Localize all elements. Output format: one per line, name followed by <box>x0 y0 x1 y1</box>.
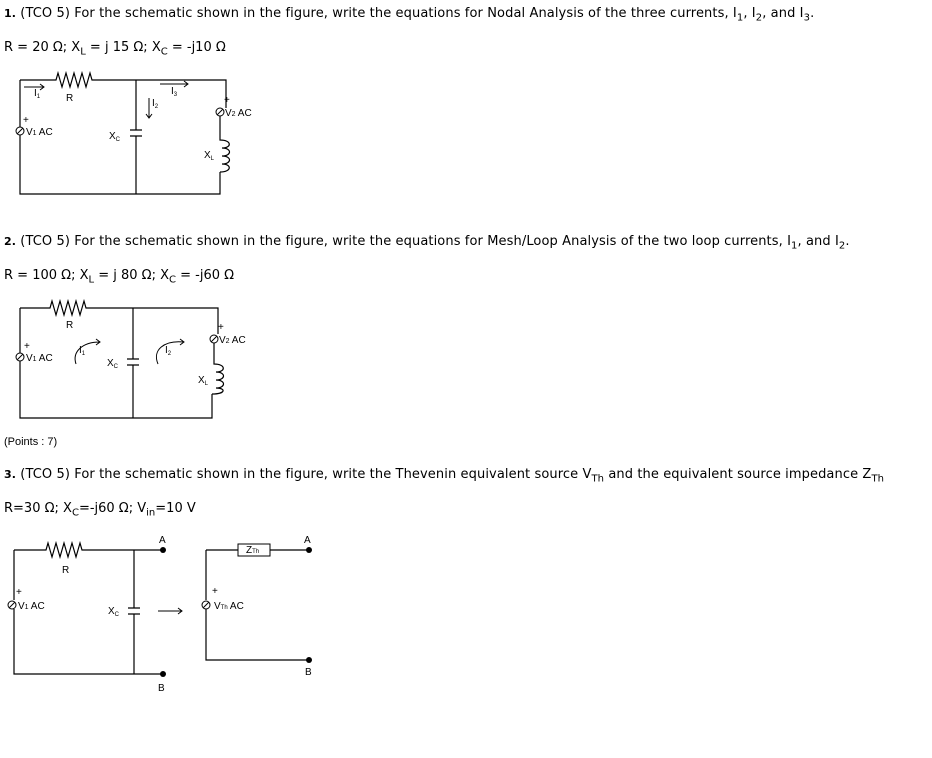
capacitor-xc-icon <box>130 80 142 194</box>
plus-sign: + <box>23 115 29 126</box>
terminal-b-label: B <box>158 683 165 694</box>
xc-label: $X_C$ <box>109 131 121 143</box>
terminal-b-dot <box>306 657 312 663</box>
v2-label: V2 AC <box>225 108 252 119</box>
question-number: 3. <box>4 468 17 481</box>
terminal-a-dot <box>160 547 166 553</box>
i2-label: $I_2$ <box>152 98 159 110</box>
terminal-a-label: A <box>304 535 311 546</box>
i1-label: $I_1$ <box>34 88 41 100</box>
resistor-label: R <box>66 93 74 104</box>
terminal-a-dot <box>306 547 312 553</box>
circuit-3 <box>8 535 312 694</box>
i3-label: $I_3$ <box>171 86 178 98</box>
i2-label: $I_2$ <box>165 345 172 357</box>
zth-label: ZTh <box>246 545 260 556</box>
capacitor-xc-icon <box>127 308 139 418</box>
plus-sign: + <box>24 341 30 352</box>
xl-label: $X_L$ <box>198 375 209 387</box>
resistor-label: R <box>62 565 70 576</box>
terminal-b-dot <box>160 671 166 677</box>
question-2-parameters: R = 100 Ω; $X_L = j$ 80 Ω; $X_C = -j60$ Ω <box>4 268 235 286</box>
terminal-a-label: A <box>159 535 166 546</box>
circuit-2 <box>16 301 246 418</box>
inductor-xl-icon <box>212 343 224 394</box>
xl-label: $X_L$ <box>204 150 215 162</box>
inductor-xl-icon <box>220 116 230 172</box>
plus-sign: + <box>218 322 224 333</box>
equivalent-arrow-icon <box>158 608 182 614</box>
xc-label: $X_C$ <box>108 606 120 618</box>
points-label: (Points : 7) <box>4 436 58 448</box>
question-number: 2. <box>4 235 17 248</box>
vth-label: VTh AC <box>214 601 244 612</box>
question-1-parameters: R = 20 Ω; $X_L = j$ 15 Ω; $X_C = -j10$ Ω <box>4 40 226 58</box>
v1-label: V1 AC <box>26 127 53 138</box>
circuit-1 <box>16 73 252 194</box>
question-1-text: 1. (TCO 5) For the schematic shown in the figure, write the equations for Nodal Analysis of the three currents, $I_1$, $I_2$, and $I_3$. <box>4 6 815 24</box>
question-number: 1. <box>4 7 17 20</box>
plus-sign: + <box>212 586 218 597</box>
plus-sign: + <box>16 587 22 598</box>
i1-label: $I_1$ <box>79 345 86 357</box>
terminal-b-label: B <box>305 667 312 678</box>
wire-top-with-resistor <box>20 73 226 95</box>
v1-label: V1 AC <box>18 601 45 612</box>
v1-label: V1 AC <box>26 353 53 364</box>
question-3-parameters: R=30 Ω; $X_C=-j60$ Ω; $V_{in}=10$ V <box>4 501 196 519</box>
xc-label: $X_C$ <box>107 358 119 370</box>
resistor-label: R <box>66 320 74 331</box>
v2-label: V2 AC <box>219 335 246 346</box>
capacitor-xc-icon <box>128 550 140 674</box>
question-3-text: 3. (TCO 5) For the schematic shown in the figure, write the Thevenin equivalent source $V_{Th}$ and the equivalent source impedance $Z_{Th}$ <box>4 467 885 485</box>
current-arrow-i3-icon <box>160 81 188 87</box>
plus-sign: + <box>224 95 230 106</box>
question-2-text: 2. (TCO 5) For the schematic shown in the figure, write the equations for Mesh/Loop Analysis of the two loop currents, $I_1$, and $I_2$. <box>4 234 850 252</box>
